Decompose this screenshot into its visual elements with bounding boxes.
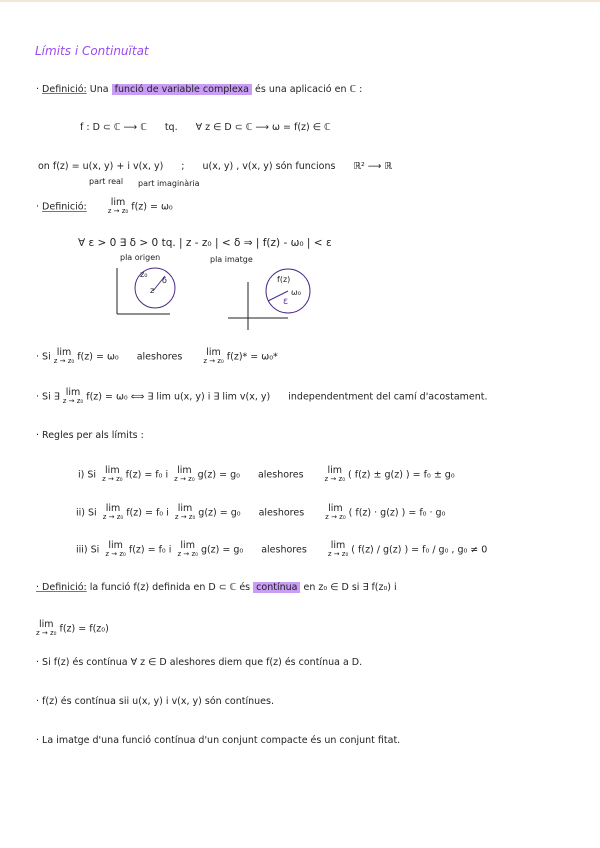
continuity-limit: lim z → z₀ f(z) = f(z₀) bbox=[36, 619, 109, 637]
text: Una bbox=[89, 84, 109, 95]
conjugate-limit: · Si lim z → z₀ f(z) = ω₀ aleshores lim z → z₀ f(z)* = ω₀* bbox=[36, 347, 278, 365]
text: és una aplicació en ℂ : bbox=[255, 84, 363, 95]
rules-heading: · Regles per als límits : bbox=[36, 430, 144, 441]
text: on f(z) = u(x, y) + i v(x, y) bbox=[38, 161, 164, 172]
existence-limit: · Si ∃ lim z → z₀ f(z) = ω₀ ⟺ ∃ lim u(x, y) i ∃ lim v(x, y) independentment del camí d'acostament. bbox=[36, 387, 488, 405]
lim: lim z → z₀ bbox=[107, 197, 129, 215]
epsilon-delta: ∀ ε > 0 ∃ δ > 0 tq. | z - z₀ | < δ ⇒ | f(z) - ω₀ | < ε bbox=[78, 237, 332, 249]
w0-label: ω₀ bbox=[291, 288, 301, 297]
fz-label: f(z) bbox=[277, 275, 291, 284]
text: f(z) = ω₀ bbox=[131, 201, 173, 213]
origin-plane-label: pla origen bbox=[120, 253, 161, 262]
epsilon-label: ε bbox=[283, 296, 289, 307]
image-plane-label: pla imatge bbox=[210, 255, 253, 264]
part-real-label: part real bbox=[89, 177, 124, 186]
real-imag-parts bbox=[38, 161, 392, 172]
text: f : D ⊂ ℂ ⟶ ℂ bbox=[80, 122, 147, 133]
def-label: Definició: bbox=[42, 84, 87, 95]
mapping-line bbox=[80, 122, 331, 133]
highlight: contínua bbox=[253, 582, 300, 593]
highlight: funció de variable complexa bbox=[112, 84, 252, 95]
bullet-continuous-domain: · Si f(z) és contínua ∀ z ∈ D aleshores diem que f(z) és contínua a D. bbox=[36, 657, 363, 668]
z0-label: z₀ bbox=[140, 270, 148, 279]
text: u(x, y) , v(x, y) són funcions bbox=[202, 161, 336, 172]
text: ; bbox=[181, 161, 185, 172]
text: tq. bbox=[164, 122, 178, 133]
rule-item: iii) Si lim z → z₀ f(z) = f₀ i lim z → z₀ g(z) = g₀ aleshores lim z → z₀ ( f(z) / g(z) ) = f₀ / g₀ , g₀ ≠ 0 bbox=[76, 540, 488, 558]
z-label: z bbox=[150, 286, 155, 295]
text: ∀ z ∈ D ⊂ ℂ ⟶ ω = f(z) ∈ ℂ bbox=[195, 122, 331, 133]
bullet-continuous-uv: · f(z) és contínua sii u(x, y) i v(x, y) són contínues. bbox=[36, 696, 274, 707]
delta-label: δ bbox=[162, 276, 167, 285]
definition-limit: · Definició: lim z → z₀ f(z) = ω₀ bbox=[36, 197, 173, 215]
page-title: Límits i Continuïtat bbox=[35, 44, 149, 58]
def-label: Definició: bbox=[42, 201, 87, 213]
text: ℝ² ⟶ ℝ bbox=[353, 161, 392, 172]
rule-item: ii) Si lim z → z₀ f(z) = f₀ i lim z → z₀ g(z) = g₀ aleshores lim z → z₀ ( f(z) · g(z) ) = f₀ · g₀ bbox=[76, 503, 446, 521]
rule-item: i) Si lim z → z₀ f(z) = f₀ i lim z → z₀ g(z) = g₀ aleshores lim z → z₀ ( f(z) ± g(z) ) = f₀ ± g₀ bbox=[78, 465, 455, 483]
part-imag-label: part imaginària bbox=[138, 179, 200, 188]
bullet-compact-image: · La imatge d'una funció contínua d'un conjunt compacte és un conjunt fitat. bbox=[36, 735, 401, 746]
definition-complex-function: · Definició: Una funció de variable complexa és una aplicació en ℂ : bbox=[36, 84, 363, 95]
definition-continuity: · Definició: la funció f(z) definida en D ⊂ ℂ és contínua en z₀ ∈ D si ∃ f(z₀) i bbox=[36, 582, 397, 593]
